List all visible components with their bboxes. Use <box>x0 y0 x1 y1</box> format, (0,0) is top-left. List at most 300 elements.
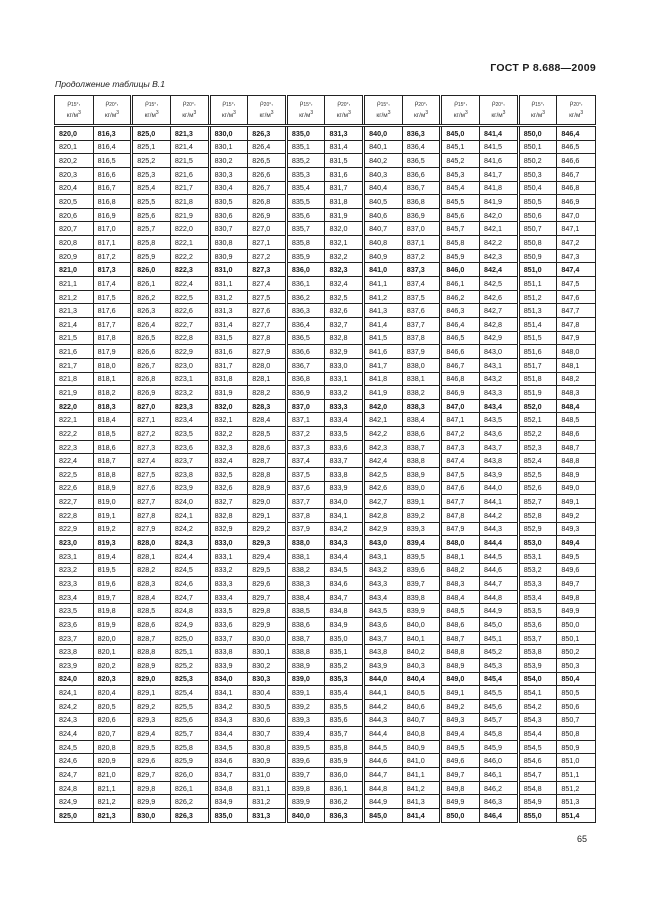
cell-rho15: 827,6 <box>132 481 171 495</box>
cell-rho20: 841,6 <box>480 154 519 168</box>
cell-rho15: 823,0 <box>55 536 94 550</box>
cell-rho15: 852,6 <box>518 481 557 495</box>
cell-rho15: 849,3 <box>441 713 480 727</box>
table-row <box>55 713 596 727</box>
cell-rho15: 852,3 <box>518 440 557 454</box>
cell-rho20: 840,8 <box>402 727 441 741</box>
cell-rho20: 834,9 <box>325 618 364 632</box>
cell-rho20: 828,0 <box>248 358 287 372</box>
unit: кг/м <box>336 112 349 119</box>
table-row <box>55 454 596 468</box>
cell-rho20: 829,9 <box>248 618 287 632</box>
cell-rho20: 819,1 <box>93 508 132 522</box>
cell-rho20: 850,4 <box>557 672 596 686</box>
cell-rho20: 826,3 <box>170 809 209 823</box>
cell-rho20: 818,8 <box>93 468 132 482</box>
cell-rho15: 844,3 <box>364 713 403 727</box>
cell-rho20: 830,6 <box>248 713 287 727</box>
page-number: 65 <box>577 834 588 844</box>
column-header: $\rho_{15^\circ}$, $кг/м^3$ <box>55 96 94 126</box>
cell-rho15: 836,7 <box>286 358 325 372</box>
cell-rho15: 828,9 <box>132 658 171 672</box>
column-header: $\rho_{20^\circ}$, $кг/м^3$ <box>248 96 287 126</box>
cell-rho20: 829,2 <box>248 522 287 536</box>
cell-rho15: 845,5 <box>441 195 480 209</box>
cell-rho20: 835,2 <box>325 658 364 672</box>
cell-rho15: 829,4 <box>132 727 171 741</box>
cell-rho20: 840,5 <box>402 686 441 700</box>
cell-rho20: 832,4 <box>325 277 364 291</box>
cell-rho20: 833,8 <box>325 468 364 482</box>
cell-rho20: 829,7 <box>248 590 287 604</box>
cell-rho15: 854,7 <box>518 768 557 782</box>
cell-rho15: 840,3 <box>364 167 403 181</box>
cell-rho20: 822,6 <box>170 304 209 318</box>
cell-rho20: 820,1 <box>93 645 132 659</box>
cell-rho15: 854,5 <box>518 740 557 754</box>
cell-rho15: 850,3 <box>518 167 557 181</box>
cell-rho20: 850,0 <box>557 618 596 632</box>
cell-rho20: 837,0 <box>402 222 441 236</box>
cell-rho20: 817,5 <box>93 290 132 304</box>
cell-rho15: 830,2 <box>209 154 248 168</box>
cell-rho15: 841,0 <box>364 263 403 277</box>
cell-rho20: 839,5 <box>402 549 441 563</box>
cell-rho15: 839,7 <box>286 768 325 782</box>
cell-rho20: 842,9 <box>480 331 519 345</box>
cell-rho15: 829,7 <box>132 768 171 782</box>
cell-rho15: 824,1 <box>55 686 94 700</box>
cell-rho20: 840,0 <box>402 618 441 632</box>
cell-rho20: 844,2 <box>480 508 519 522</box>
table-row <box>55 126 596 141</box>
cell-rho20: 850,2 <box>557 645 596 659</box>
table-row <box>55 427 596 441</box>
cell-rho20: 822,2 <box>170 249 209 263</box>
cell-rho20: 828,1 <box>248 372 287 386</box>
cell-rho20: 842,5 <box>480 277 519 291</box>
cell-rho15: 820,1 <box>55 140 94 154</box>
symbol: ρ <box>145 100 149 107</box>
cell-rho20: 833,3 <box>325 399 364 413</box>
cell-rho20: 839,4 <box>402 536 441 550</box>
cell-rho20: 823,0 <box>170 358 209 372</box>
exponent: 3 <box>580 110 584 116</box>
cell-rho15: 844,0 <box>364 672 403 686</box>
cell-rho15: 829,8 <box>132 781 171 795</box>
cell-rho20: 824,0 <box>170 495 209 509</box>
cell-rho20: 827,9 <box>248 345 287 359</box>
cell-rho20: 842,4 <box>480 263 519 277</box>
cell-rho15: 836,1 <box>286 277 325 291</box>
cell-rho15: 827,5 <box>132 468 171 482</box>
cell-rho15: 843,2 <box>364 563 403 577</box>
cell-rho20: 825,4 <box>170 686 209 700</box>
cell-rho15: 823,7 <box>55 631 94 645</box>
cell-rho20: 819,3 <box>93 536 132 550</box>
cell-rho20: 819,0 <box>93 495 132 509</box>
table-row <box>55 358 596 372</box>
cell-rho20: 826,2 <box>170 795 209 809</box>
cell-rho15: 848,0 <box>441 536 480 550</box>
cell-rho20: 848,3 <box>557 386 596 400</box>
cell-rho20: 836,8 <box>402 195 441 209</box>
cell-rho20: 834,2 <box>325 522 364 536</box>
cell-rho15: 827,1 <box>132 413 171 427</box>
cell-rho15: 854,6 <box>518 754 557 768</box>
subscript: 20° <box>495 102 504 108</box>
cell-rho15: 843,8 <box>364 645 403 659</box>
cell-rho15: 841,6 <box>364 345 403 359</box>
cell-rho20: 841,0 <box>402 754 441 768</box>
cell-rho15: 835,9 <box>286 249 325 263</box>
cell-rho20: 833,1 <box>325 372 364 386</box>
cell-rho15: 851,0 <box>518 263 557 277</box>
cell-rho15: 835,0 <box>286 126 325 141</box>
cell-rho15: 845,9 <box>441 249 480 263</box>
cell-rho20: 845,0 <box>480 618 519 632</box>
cell-rho15: 827,4 <box>132 454 171 468</box>
cell-rho15: 828,2 <box>132 563 171 577</box>
cell-rho20: 826,4 <box>248 140 287 154</box>
cell-rho20: 820,0 <box>93 631 132 645</box>
column-header: $\rho_{15^\circ}$, $кг/м^3$ <box>209 96 248 126</box>
cell-rho15: 834,1 <box>209 686 248 700</box>
cell-rho15: 848,6 <box>441 618 480 632</box>
cell-rho20: 846,4 <box>480 809 519 823</box>
cell-rho15: 824,4 <box>55 727 94 741</box>
cell-rho15: 837,3 <box>286 440 325 454</box>
cell-rho15: 827,0 <box>132 399 171 413</box>
cell-rho20: 822,1 <box>170 236 209 250</box>
table-row <box>55 399 596 413</box>
cell-rho20: 848,5 <box>557 413 596 427</box>
cell-rho15: 840,1 <box>364 140 403 154</box>
cell-rho15: 834,0 <box>209 672 248 686</box>
cell-rho15: 836,8 <box>286 372 325 386</box>
unit: кг/м <box>491 112 503 119</box>
cell-rho20: 841,4 <box>402 809 441 823</box>
cell-rho15: 852,2 <box>518 427 557 441</box>
cell-rho20: 836,6 <box>402 167 441 181</box>
cell-rho15: 842,9 <box>364 522 403 536</box>
exponent: 3 <box>155 110 159 116</box>
cell-rho15: 822,8 <box>55 508 94 522</box>
cell-rho20: 846,1 <box>480 768 519 782</box>
cell-rho20: 817,0 <box>93 222 132 236</box>
cell-rho20: 818,5 <box>93 427 132 441</box>
cell-rho15: 828,8 <box>132 645 171 659</box>
cell-rho15: 825,4 <box>132 181 171 195</box>
cell-rho20: 823,4 <box>170 413 209 427</box>
cell-rho15: 837,5 <box>286 468 325 482</box>
cell-rho20: 819,2 <box>93 522 132 536</box>
column-header: $\rho_{15^\circ}$, $кг/м^3$ <box>364 96 403 126</box>
cell-rho20: 819,6 <box>93 577 132 591</box>
cell-rho15: 837,6 <box>286 481 325 495</box>
cell-rho20: 845,9 <box>480 740 519 754</box>
table-row <box>55 672 596 686</box>
cell-rho15: 848,4 <box>441 590 480 604</box>
table-row <box>55 522 596 536</box>
table-row <box>55 222 596 236</box>
cell-rho20: 818,1 <box>93 372 132 386</box>
cell-rho15: 839,2 <box>286 699 325 713</box>
cell-rho20: 841,2 <box>402 781 441 795</box>
cell-rho15: 821,8 <box>55 372 94 386</box>
cell-rho15: 841,4 <box>364 317 403 331</box>
cell-rho20: 832,7 <box>325 317 364 331</box>
cell-rho20: 824,3 <box>170 536 209 550</box>
cell-rho20: 849,3 <box>557 522 596 536</box>
table-row <box>55 331 596 345</box>
cell-rho15: 837,2 <box>286 427 325 441</box>
cell-rho20: 850,7 <box>557 713 596 727</box>
cell-rho15: 847,3 <box>441 440 480 454</box>
table-row <box>55 181 596 195</box>
subscript: 15° <box>457 102 466 108</box>
cell-rho20: 845,2 <box>480 645 519 659</box>
cell-rho20: 849,6 <box>557 563 596 577</box>
table-row <box>55 386 596 400</box>
cell-rho20: 826,1 <box>170 781 209 795</box>
unit: кг/м <box>376 112 388 119</box>
cell-rho20: 839,3 <box>402 522 441 536</box>
cell-rho15: 850,4 <box>518 181 557 195</box>
table-row <box>55 481 596 495</box>
cell-rho20: 834,0 <box>325 495 364 509</box>
cell-rho20: 842,2 <box>480 236 519 250</box>
cell-rho15: 841,3 <box>364 304 403 318</box>
cell-rho15: 839,0 <box>286 672 325 686</box>
cell-rho20: 816,7 <box>93 181 132 195</box>
cell-rho15: 849,1 <box>441 686 480 700</box>
cell-rho15: 843,3 <box>364 577 403 591</box>
cell-rho20: 829,5 <box>248 563 287 577</box>
cell-rho20: 826,3 <box>248 126 287 141</box>
cell-rho20: 844,3 <box>480 522 519 536</box>
cell-rho20: 838,7 <box>402 440 441 454</box>
column-header: $\rho_{15^\circ}$, $кг/м^3$ <box>441 96 480 126</box>
cell-rho20: 819,4 <box>93 549 132 563</box>
cell-rho15: 821,5 <box>55 331 94 345</box>
cell-rho20: 840,1 <box>402 631 441 645</box>
cell-rho20: 823,6 <box>170 440 209 454</box>
symbol: ρ <box>67 100 71 107</box>
cell-rho15: 832,8 <box>209 508 248 522</box>
cell-rho15: 835,6 <box>286 208 325 222</box>
cell-rho20: 818,9 <box>93 481 132 495</box>
cell-rho20: 830,8 <box>248 740 287 754</box>
cell-rho20: 822,4 <box>170 277 209 291</box>
cell-rho15: 847,6 <box>441 481 480 495</box>
cell-rho20: 837,4 <box>402 277 441 291</box>
cell-rho20: 847,0 <box>557 208 596 222</box>
cell-rho20: 816,8 <box>93 195 132 209</box>
cell-rho15: 851,7 <box>518 358 557 372</box>
cell-rho15: 842,7 <box>364 495 403 509</box>
cell-rho20: 831,9 <box>325 208 364 222</box>
cell-rho15: 831,2 <box>209 290 248 304</box>
cell-rho20: 821,7 <box>170 181 209 195</box>
cell-rho15: 832,0 <box>209 399 248 413</box>
cell-rho15: 852,1 <box>518 413 557 427</box>
cell-rho15: 846,8 <box>441 372 480 386</box>
cell-rho15: 846,2 <box>441 290 480 304</box>
cell-rho20: 820,7 <box>93 727 132 741</box>
cell-rho20: 845,6 <box>480 699 519 713</box>
cell-rho20: 847,5 <box>557 277 596 291</box>
unit: кг/м <box>144 112 156 119</box>
cell-rho15: 848,5 <box>441 604 480 618</box>
cell-rho20: 844,9 <box>480 604 519 618</box>
exponent: 3 <box>116 110 119 116</box>
cell-rho15: 845,7 <box>441 222 480 236</box>
column-header: $\rho_{15^\circ}$, $кг/м^3$ <box>518 96 557 126</box>
cell-rho20: 836,5 <box>402 154 441 168</box>
cell-rho20: 833,5 <box>325 427 364 441</box>
cell-rho15: 852,4 <box>518 454 557 468</box>
cell-rho15: 841,7 <box>364 358 403 372</box>
cell-rho15: 845,0 <box>441 126 480 141</box>
unit: кг/м <box>453 112 465 119</box>
cell-rho20: 821,5 <box>170 154 209 168</box>
cell-rho20: 840,4 <box>402 672 441 686</box>
cell-rho20: 842,6 <box>480 290 519 304</box>
cell-rho20: 847,7 <box>557 304 596 318</box>
subscript: 15° <box>70 102 79 108</box>
cell-rho15: 828,0 <box>132 536 171 550</box>
cell-rho20: 821,3 <box>170 126 209 141</box>
cell-rho15: 850,8 <box>518 236 557 250</box>
cell-rho15: 854,9 <box>518 795 557 809</box>
cell-rho15: 825,0 <box>132 126 171 141</box>
symbol: ρ <box>299 100 304 107</box>
symbol: ρ <box>260 100 264 107</box>
cell-rho20: 839,2 <box>402 508 441 522</box>
cell-rho15: 847,9 <box>441 522 480 536</box>
table-row <box>55 154 596 168</box>
cell-rho15: 852,5 <box>518 468 557 482</box>
cell-rho15: 838,4 <box>286 590 325 604</box>
cell-rho20: 848,6 <box>557 427 596 441</box>
cell-rho15: 848,9 <box>441 658 480 672</box>
cell-rho20: 838,9 <box>402 468 441 482</box>
cell-rho15: 832,7 <box>209 495 248 509</box>
subscript: 15° <box>226 102 234 108</box>
cell-rho15: 833,0 <box>209 536 248 550</box>
cell-rho20: 850,9 <box>557 740 596 754</box>
cell-rho15: 836,0 <box>286 263 325 277</box>
cell-rho15: 837,0 <box>286 399 325 413</box>
cell-rho15: 828,4 <box>132 590 171 604</box>
cell-rho15: 841,8 <box>364 372 403 386</box>
cell-rho15: 854,3 <box>518 713 557 727</box>
cell-rho15: 840,5 <box>364 195 403 209</box>
cell-rho20: 838,0 <box>402 358 441 372</box>
cell-rho20: 849,4 <box>557 536 596 550</box>
cell-rho15: 826,6 <box>132 345 171 359</box>
cell-rho20: 823,1 <box>170 372 209 386</box>
cell-rho15: 842,3 <box>364 440 403 454</box>
cell-rho15: 823,6 <box>55 618 94 632</box>
cell-rho20: 818,6 <box>93 440 132 454</box>
symbol: ρ <box>337 100 341 107</box>
cell-rho20: 851,3 <box>557 795 596 809</box>
cell-rho20: 841,3 <box>402 795 441 809</box>
cell-rho20: 821,4 <box>170 140 209 154</box>
cell-rho15: 822,7 <box>55 495 94 509</box>
cell-rho15: 837,1 <box>286 413 325 427</box>
cell-rho20: 848,1 <box>557 358 596 372</box>
table-row <box>55 304 596 318</box>
exponent: 3 <box>502 110 506 116</box>
cell-rho15: 845,4 <box>441 181 480 195</box>
cell-rho15: 848,7 <box>441 631 480 645</box>
table-row <box>55 468 596 482</box>
exponent: 3 <box>270 110 274 116</box>
cell-rho15: 850,6 <box>518 208 557 222</box>
cell-rho15: 853,2 <box>518 563 557 577</box>
subscript: 20° <box>418 102 426 108</box>
cell-rho15: 820,5 <box>55 195 94 209</box>
cell-rho20: 816,9 <box>93 208 132 222</box>
cell-rho20: 840,9 <box>402 740 441 754</box>
table-caption: Продолжение таблицы В.1 <box>55 79 165 89</box>
cell-rho20: 829,3 <box>248 536 287 550</box>
table-body <box>55 126 596 823</box>
exponent: 3 <box>348 110 351 116</box>
cell-rho15: 829,9 <box>132 795 171 809</box>
cell-rho15: 834,7 <box>209 768 248 782</box>
cell-rho20: 826,6 <box>248 167 287 181</box>
cell-rho20: 834,4 <box>325 549 364 563</box>
exponent: 3 <box>542 110 546 116</box>
cell-rho20: 850,6 <box>557 699 596 713</box>
cell-rho20: 816,5 <box>93 154 132 168</box>
exponent: 3 <box>193 110 197 116</box>
cell-rho15: 846,3 <box>441 304 480 318</box>
cell-rho15: 831,9 <box>209 386 248 400</box>
cell-rho20: 831,2 <box>248 795 287 809</box>
cell-rho20: 851,2 <box>557 781 596 795</box>
cell-rho15: 851,9 <box>518 386 557 400</box>
table-row <box>55 563 596 577</box>
subscript: 15° <box>535 102 543 108</box>
cell-rho20: 840,7 <box>402 713 441 727</box>
cell-rho20: 840,6 <box>402 699 441 713</box>
cell-rho15: 833,2 <box>209 563 248 577</box>
cell-rho15: 826,8 <box>132 372 171 386</box>
cell-rho15: 849,8 <box>441 781 480 795</box>
cell-rho20: 847,3 <box>557 249 596 263</box>
cell-rho15: 827,7 <box>132 495 171 509</box>
cell-rho15: 851,3 <box>518 304 557 318</box>
cell-rho20: 840,2 <box>402 645 441 659</box>
exponent: 3 <box>233 110 236 116</box>
cell-rho15: 822,1 <box>55 413 94 427</box>
symbol: ρ <box>491 100 496 107</box>
cell-rho20: 828,8 <box>248 468 287 482</box>
cell-rho20: 825,1 <box>170 645 209 659</box>
cell-rho15: 850,0 <box>518 126 557 141</box>
cell-rho20: 843,6 <box>480 427 519 441</box>
cell-rho15: 840,2 <box>364 154 403 168</box>
cell-rho15: 834,9 <box>209 795 248 809</box>
cell-rho20: 824,2 <box>170 522 209 536</box>
cell-rho20: 817,1 <box>93 236 132 250</box>
cell-rho15: 835,1 <box>286 140 325 154</box>
